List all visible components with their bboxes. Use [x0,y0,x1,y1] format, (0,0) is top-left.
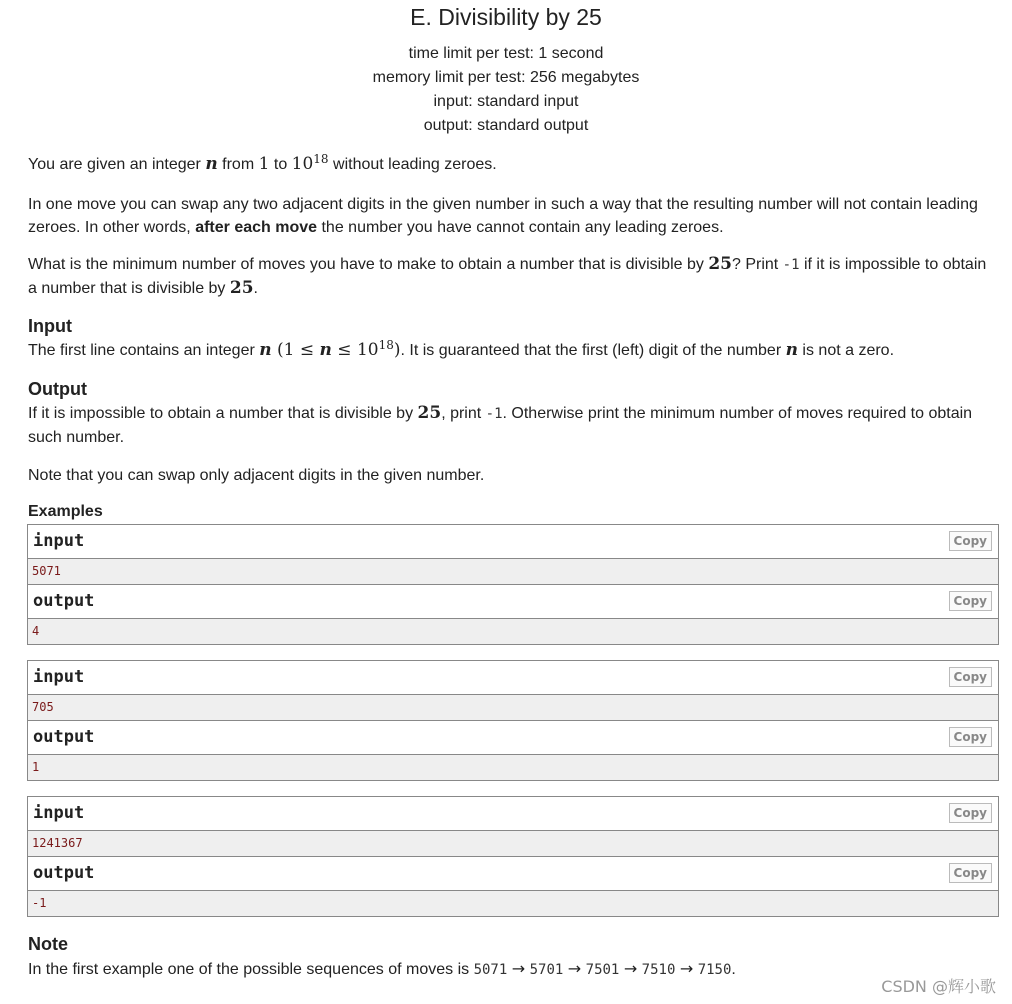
problem-header [0,4,1012,138]
statement-paragraph-3: What is the minimum number of moves you have to make to obtain a number that is divisible by 25? Print -1 if it is impossible to obtain a number that is divisible by 25. [28,254,987,298]
copy-button[interactable]: Copy [949,863,992,883]
example-input-value: 705 [28,695,998,721]
output-type: output: standard output [423,117,589,134]
problem-title: E. Divisibility by 25 [410,4,602,30]
example-output-header [28,721,998,755]
example-input-value: 1241367 [28,831,998,857]
copy-button[interactable]: Copy [949,531,992,551]
input-type: input: standard input [433,93,579,110]
examples-title: Examples [28,503,103,520]
time-limit: time limit per test: 1 second [408,45,604,62]
example-input-value: 5071 [28,559,998,585]
example-1 [27,524,999,645]
output-label: output [33,591,95,611]
example-input-header [28,661,998,695]
output-section: Output If it is impossible to obtain a number that is divisible by 25, print -1. Otherwise print the minimum number of moves required to obtain such number. Note that you can swap only adjacent digits in the given number. [28,378,998,487]
example-input-header [28,525,998,559]
copy-button[interactable]: Copy [949,803,992,823]
output-note: Note that you can swap only adjacent digits in the given number. [28,467,485,484]
example-output-header [28,585,998,619]
input-label: input [33,667,85,687]
example-output-header [28,857,998,891]
copy-button[interactable]: Copy [949,727,992,747]
problem-limits [0,42,1012,138]
copy-button[interactable]: Copy [949,667,992,687]
input-label: input [33,531,85,551]
note-title: Note [28,934,68,954]
output-label: output [33,727,95,747]
output-label: output [33,863,95,883]
copy-button[interactable]: Copy [949,591,992,611]
input-label: input [33,803,85,823]
note-section: Note In the first example one of the possible sequences of moves is 5071 → 5701 → 7501 → 7510 → 7150. [28,933,998,982]
watermark: CSDN @辉小歌 [881,977,996,996]
example-3 [27,796,999,917]
output-section-title: Output [28,379,87,399]
example-output-value: -1 [28,891,998,916]
statement-paragraph-1: You are given an integer n from 1 to $10^{18}$ without leading zeroes. [28,152,497,174]
example-output-value: 4 [28,619,998,644]
input-section: Input The first line contains an integer n $(1 \le n \le 10^{18})$. It is guaranteed that the first (left) digit of the number n is not a zero. [28,315,998,362]
memory-limit: memory limit per test: 256 megabytes [372,69,640,86]
statement-paragraph-2: In one move you can swap any two adjacent digits in the given number in such a way that the resulting number will not contain leading zeroes. In other words, after each move the number you have cannot contain any leading zeroes. [28,196,978,236]
example-output-value: 1 [28,755,998,780]
example-2 [27,660,999,781]
example-input-header [28,797,998,831]
input-section-title: Input [28,316,72,336]
